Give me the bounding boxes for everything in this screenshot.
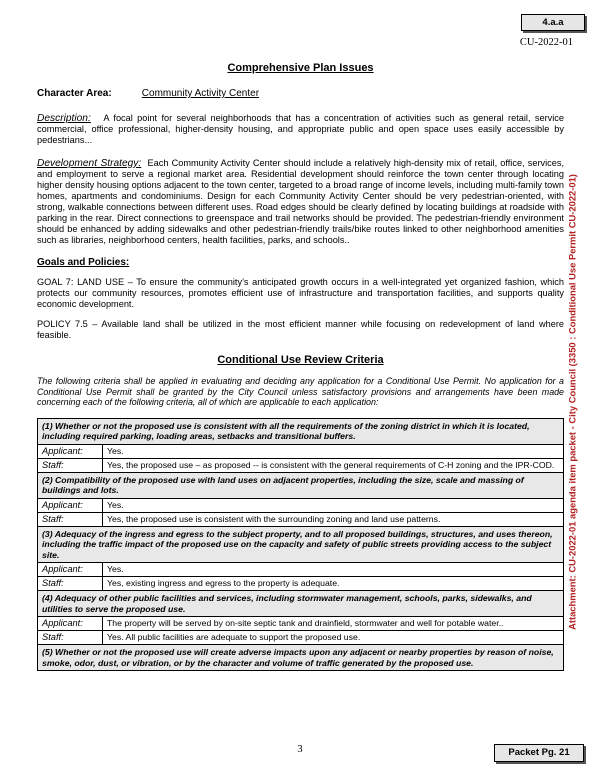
staff-row: Staff: Yes, existing ingress and egress to the property is adequate. — [38, 577, 564, 591]
criteria-row: (1) Whether or not the proposed use is consistent with all the requirements of the zoning district in which it is located, including required parking, loading areas, setbacks and transitional buffers. — [38, 418, 564, 444]
page-number: 3 — [297, 744, 303, 755]
applicant-row: Applicant: The property will be served by on-site septic tank and drainfield, stormwater and well for potable water.. — [38, 617, 564, 631]
doc-number: CU-2022-01 — [519, 37, 573, 48]
attachment-text: Attachment: CU-2022-01 agenda item packet - City Council (3350 : Conditional Use Permit CU-2022-01) — [566, 174, 578, 630]
criteria-row: (2) Compatibility of the proposed use with land uses on adjacent properties, including the size, scale and massing of buildings and lots. — [38, 472, 564, 498]
page-content — [37, 57, 564, 671]
page-title: Comprehensive Plan Issues — [227, 62, 374, 74]
criteria-table — [37, 418, 564, 672]
strategy-text: Each Community Activity Center should include a relatively high-density mix of retail, office, services, and employment to serve a regional market area. Residential development should reinforce the town center through locating higher density housing options adjacent to the town center, targeted to a broad range of income levels, including multi-family town homes, apartments and condominiums. Design for each Community Activity Center should be very pedestrian-oriented, with strong, walkable connections between different uses. Road edges should be clearly defined by locating buildings at roadside with parking in the rear. Direct connections to greenspace and trail networks should be provided. The pedestrian-friendly environment should be enhanced by adding sidewalks and other pedestrian-friendly trails/bike routes linked to other neighborhood amenities such as libraries, neighborhood centers, health facilities, parks, and schools.. — [37, 158, 564, 245]
packet-page-tag: Packet Pg. 21 — [494, 744, 584, 762]
strategy-label: Development Strategy — [37, 158, 139, 169]
criteria-row: (3) Adequacy of the ingress and egress to the subject property, and to all proposed buildings, structures, and uses thereon, including the traffic impact of the proposed use on the capacity and safety of public streets providing access to the subject site. — [38, 526, 564, 563]
goal-7: GOAL 7: LAND USE – To ensure the community’s anticipated growth occurs in a well-integrated yet organized fashion, which protects our community resources, promotes efficient use of infrastructure and transportation facilities, and supports quality economic development. — [37, 277, 564, 309]
character-area-value: Community Activity Center — [141, 88, 260, 99]
policy-7-5: POLICY 7.5 – Available land shall be utilized in the most efficient manner while focusing on redevelopment of land where feasible. — [37, 319, 564, 340]
strategy-paragraph: Development Strategy: Each Community Activity Center should include a relatively high-density mix of retail, office, services, and employment to serve a regional market area. Residential development should reinforce the town center through locating higher density housing options adjacent to the town center, targeted to a broad range of income levels, including multi-family town homes, apartments and condominiums. Design for each Community Activity Center should be very pedestrian-oriented, with strong, walkable connections between different uses. Road edges should be clearly defined by locating buildings at roadside with parking in the rear. Direct connections to greenspace and trail networks should be provided. The pedestrian-friendly environment should be enhanced by adding sidewalks and other pedestrian-friendly trails/bike routes linked to other neighborhood amenities such as libraries, neighborhood centers, health facilities, parks, and schools.. — [37, 158, 564, 245]
description-label: Description — [37, 113, 88, 124]
applicant-row: Applicant: Yes. — [38, 444, 564, 458]
character-area-label: Character Area: — [37, 88, 112, 99]
staff-row: Staff: Yes, the proposed use – as proposed -- is consistent with the general requirements of C-H zoning and the IPR-COD. — [38, 458, 564, 472]
applicant-row: Applicant: Yes. — [38, 498, 564, 512]
applicant-row: Applicant: Yes. — [38, 563, 564, 577]
item-tag: 4.a.a — [521, 14, 585, 31]
character-area — [37, 88, 564, 99]
criteria-title: Conditional Use Review Criteria — [217, 354, 384, 366]
criteria-row: (5) Whether or not the proposed use will create adverse impacts upon any adjacent or nearby properties by reason of noise, smoke, odor, dust, or vibration, or by the character and volume of traffic generated by the proposed use. — [38, 645, 564, 671]
criteria-intro: The following criteria shall be applied in evaluating and deciding any application for a Conditional Use Permit. No application for a Conditional Use Permit shall be granted by the City Council unless satisfactory provisions and arrangements have been made concerning each of the following criteria, all of which are applicable to each application: — [37, 376, 564, 407]
staff-row: Staff: Yes. All public facilities are adequate to support the proposed use. — [38, 631, 564, 645]
description-text: A focal point for several neighborhoods that has a concentration of activities such as general retail, service commercial, office professional, higher-density housing, and appropriate public and open space uses easily accessible by pedestrians... — [37, 113, 564, 145]
description-paragraph: Description: A focal point for several neighborhoods that has a concentration of activities such as general retail, service commercial, office professional, higher-density housing, and appropriate public and open space uses easily accessible by pedestrians... — [37, 113, 564, 145]
staff-row: Staff: Yes, the proposed use is consistent with the surrounding zoning and land use patterns. — [38, 512, 564, 526]
goals-heading: Goals and Policies: — [37, 257, 130, 268]
criteria-row: (4) Adequacy of other public facilities and services, including stormwater management, schools, parks, sidewalks, and utilities to serve the proposed use. — [38, 591, 564, 617]
